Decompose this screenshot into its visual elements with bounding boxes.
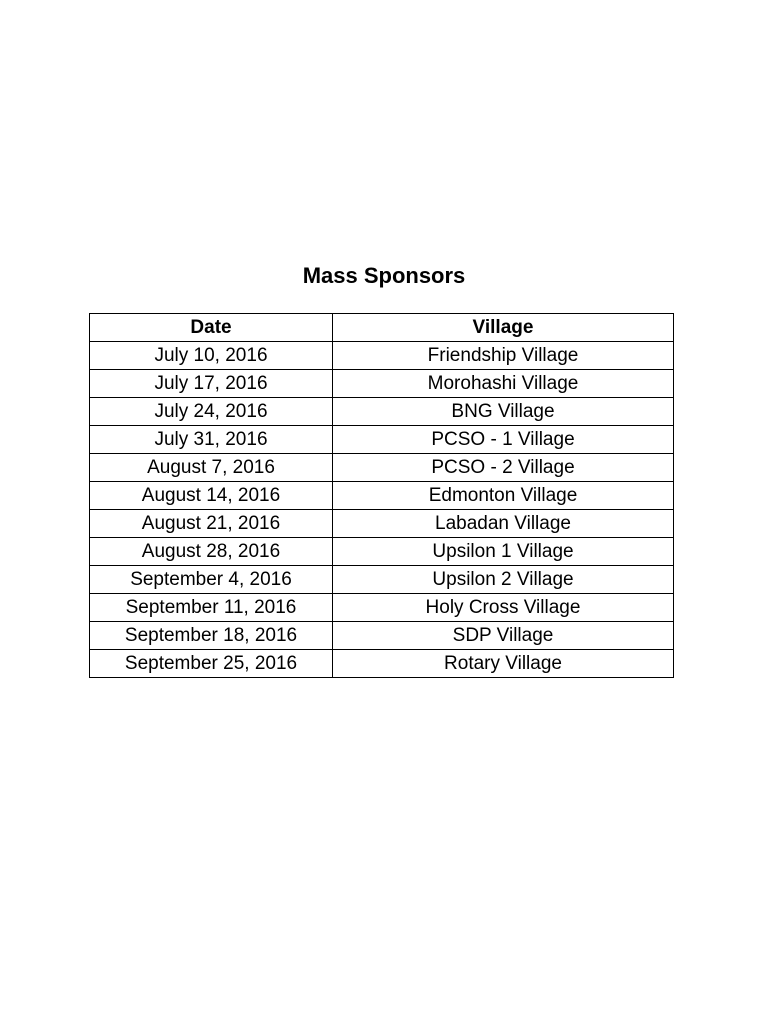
date-cell: September 11, 2016: [90, 594, 333, 622]
mass-sponsors-table: [89, 313, 674, 678]
date-cell: September 18, 2016: [90, 622, 333, 650]
table-header-row: [90, 314, 674, 342]
date-cell: August 28, 2016: [90, 538, 333, 566]
table-row: [90, 426, 674, 454]
date-cell: August 7, 2016: [90, 454, 333, 482]
village-cell: BNG Village: [333, 398, 674, 426]
date-cell: July 31, 2016: [90, 426, 333, 454]
village-cell: Rotary Village: [333, 650, 674, 678]
table-row: [90, 454, 674, 482]
date-cell: August 14, 2016: [90, 482, 333, 510]
table-row: [90, 482, 674, 510]
village-cell: Friendship Village: [333, 342, 674, 370]
village-column-header: Village: [333, 314, 674, 342]
table-row: [90, 622, 674, 650]
village-cell: PCSO - 2 Village: [333, 454, 674, 482]
table-row: [90, 650, 674, 678]
village-cell: SDP Village: [333, 622, 674, 650]
village-cell: Edmonton Village: [333, 482, 674, 510]
table-row: [90, 370, 674, 398]
village-cell: Labadan Village: [333, 510, 674, 538]
table-row: [90, 566, 674, 594]
date-cell: September 25, 2016: [90, 650, 333, 678]
table-row: [90, 594, 674, 622]
table-row: [90, 538, 674, 566]
date-cell: September 4, 2016: [90, 566, 333, 594]
date-cell: July 10, 2016: [90, 342, 333, 370]
village-cell: Holy Cross Village: [333, 594, 674, 622]
date-cell: July 24, 2016: [90, 398, 333, 426]
date-column-header: Date: [90, 314, 333, 342]
village-cell: Upsilon 1 Village: [333, 538, 674, 566]
table-row: [90, 398, 674, 426]
date-cell: August 21, 2016: [90, 510, 333, 538]
page-title: Mass Sponsors: [302, 263, 466, 288]
village-cell: Upsilon 2 Village: [333, 566, 674, 594]
table-row: [90, 510, 674, 538]
village-cell: PCSO - 1 Village: [333, 426, 674, 454]
village-cell: Morohashi Village: [333, 370, 674, 398]
date-cell: July 17, 2016: [90, 370, 333, 398]
table-row: [90, 342, 674, 370]
